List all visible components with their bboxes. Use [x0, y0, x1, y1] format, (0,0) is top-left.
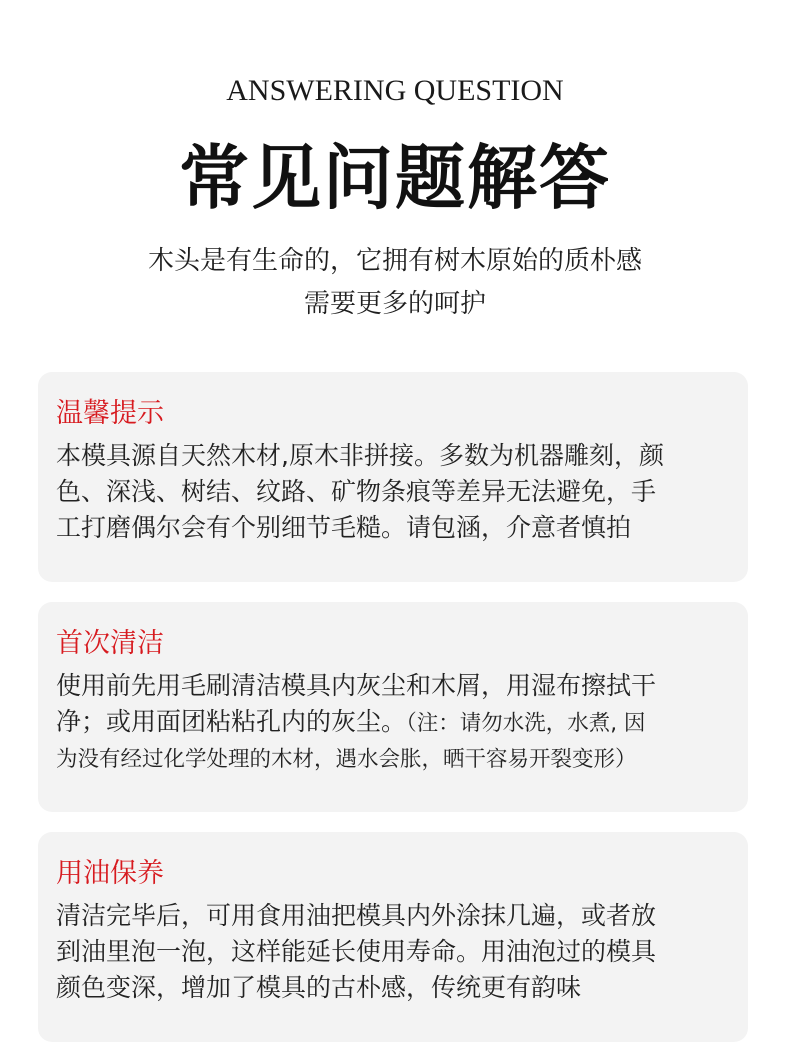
section-text-line: 为没有经过化学处理的木材，遇水会胀，晒干容易开裂变形）	[56, 747, 637, 772]
section-card-oil-care	[38, 832, 748, 1042]
section-title: 用油保养	[56, 858, 164, 889]
eyebrow-text: ANSWERING QUESTION	[226, 74, 564, 107]
section-text-line	[56, 704, 728, 742]
section-text-line: 清洁完毕后，可用食用油把模具内外涂抹几遍，或者放	[56, 901, 657, 930]
section-text-line: 颜色变深，增加了模具的古朴感，传统更有韵味	[56, 973, 582, 1002]
section-title: 首次清洁	[56, 628, 164, 659]
page-subtitle	[0, 240, 790, 326]
section-text-line: 色、深浅、树结、纹路、矿物条痕等差异无法避免，手	[56, 477, 657, 506]
section-card-first-cleaning	[38, 602, 748, 812]
section-text-line: 工打磨偶尔会有个别细节毛糙。请包涵，介意者慎拍	[56, 513, 632, 542]
subtitle-line: 需要更多的呵护	[303, 289, 486, 319]
section-note: （注：请勿水洗，水煮, 因	[406, 711, 646, 736]
section-text-line: 到油里泡一泡，这样能延长使用寿命。用油泡过的模具	[56, 937, 657, 966]
section-text-line: 本模具源自天然木材,原木非拼接。多数为机器雕刻，颜	[56, 441, 664, 470]
section-text-main: 净；或用面团粘粘孔内的灰尘。	[56, 707, 407, 736]
section-card-tips	[38, 372, 748, 582]
section-title: 温馨提示	[56, 398, 164, 429]
section-text-line: 使用前先用毛刷清洁模具内灰尘和木屑，用湿布擦拭干	[56, 671, 657, 700]
subtitle-line: 木头是有生命的，它拥有树木原始的质朴感	[147, 246, 642, 276]
page-title: 常见问题解答	[179, 136, 611, 219]
